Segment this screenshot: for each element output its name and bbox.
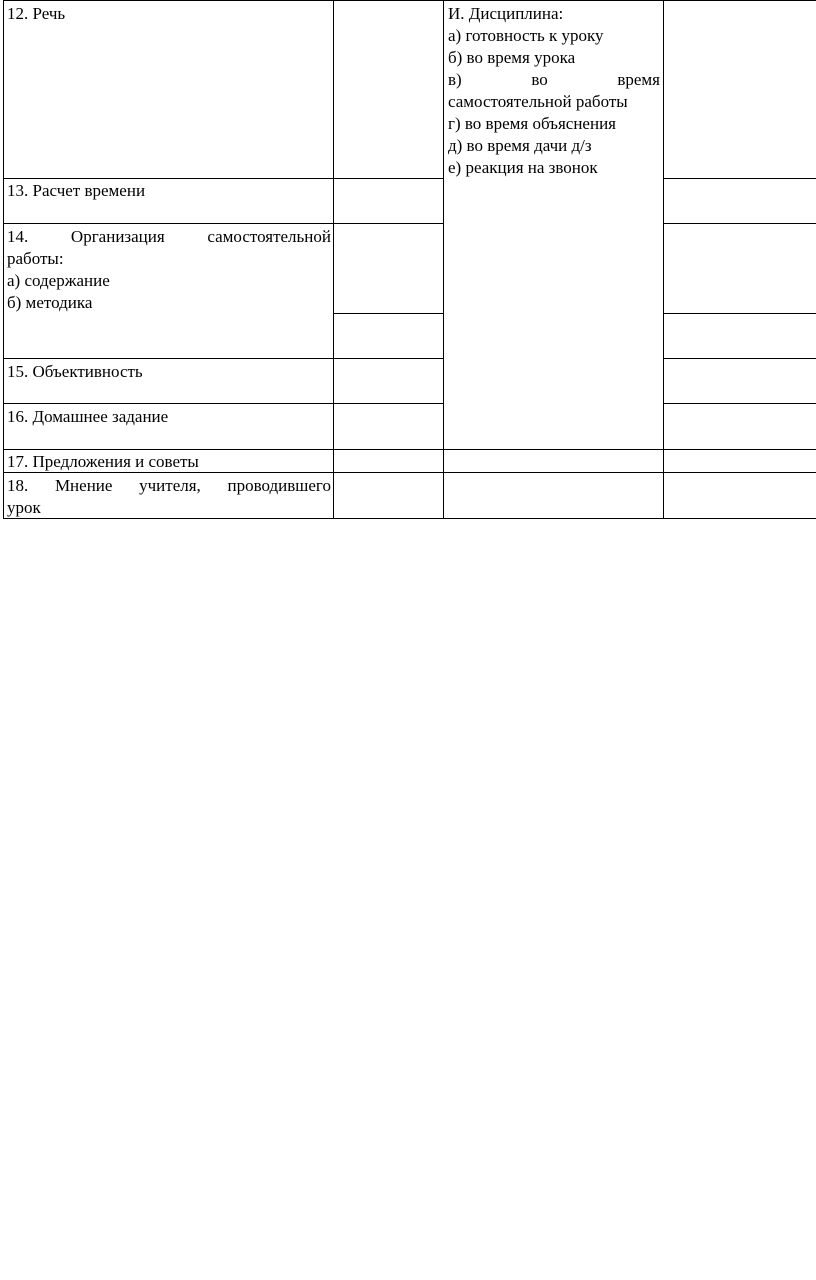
row-12-label: 12. Речь [7, 4, 66, 23]
row-14-item-a: а) содержание [7, 271, 110, 290]
row-divider-14-15-left [3, 358, 444, 359]
row-divider-15-16-right [663, 403, 816, 404]
row-18-word-1: 18. [7, 476, 29, 495]
column-divider-2 [443, 0, 444, 519]
column-divider-3 [663, 0, 664, 519]
row-14-item-b: б) методика [7, 293, 93, 312]
row-16-label: 16. Домашнее задание [7, 407, 169, 426]
table-border-bottom [3, 518, 816, 519]
row-divider-14-15-right [663, 358, 816, 359]
discipline-item-g: г) во время объяснения [448, 114, 616, 133]
row-18-word-3: учителя, [139, 476, 201, 495]
row-14-subdivider-right [663, 313, 816, 314]
row-13-label: 13. Расчет времени [7, 181, 146, 200]
row-18-label-line2: урок [7, 498, 41, 517]
discipline-item-d: д) во время дачи д/з [448, 136, 592, 155]
row-divider-13-14-right [663, 223, 816, 224]
row-14-word-2: Организация [70, 227, 165, 246]
discipline-item-e: е) реакция на звонок [448, 158, 598, 177]
discipline-title: И. Дисциплина: [448, 4, 564, 23]
row-divider-16-17 [3, 449, 816, 450]
discipline-item-v-word-3: время [617, 70, 660, 89]
row-18-label-line1 [7, 475, 331, 497]
table-border-top [3, 0, 816, 1]
row-18-word-2: Мнение [54, 476, 113, 495]
discipline-item-v-line1 [448, 69, 660, 91]
row-17-label: 17. Предложения и советы [7, 452, 199, 471]
discipline-item-v-line2: самостоятельной работы [448, 92, 628, 111]
table-border-left [3, 0, 4, 519]
row-14-word-1: 14. [7, 227, 29, 246]
row-14-subdivider-mid [333, 313, 444, 314]
column-divider-1 [333, 0, 334, 519]
row-divider-13-14-left [3, 223, 444, 224]
row-18-word-4: проводившего [227, 476, 331, 495]
discipline-item-a: а) готовность к уроку [448, 26, 604, 45]
row-14-label-line1 [7, 226, 331, 248]
row-divider-15-16-left [3, 403, 444, 404]
row-divider-12-13-left [3, 178, 444, 179]
discipline-item-v-word-2: во [531, 70, 548, 89]
discipline-item-b: б) во время урока [448, 48, 576, 67]
row-14-label-line2: работы: [7, 249, 64, 268]
row-14-word-3: самостоятельной [207, 227, 331, 246]
evaluation-table [0, 0, 816, 520]
discipline-item-v-word-1: в) [448, 70, 462, 89]
row-divider-12-13-right [663, 178, 816, 179]
row-15-label: 15. Объективность [7, 362, 143, 381]
